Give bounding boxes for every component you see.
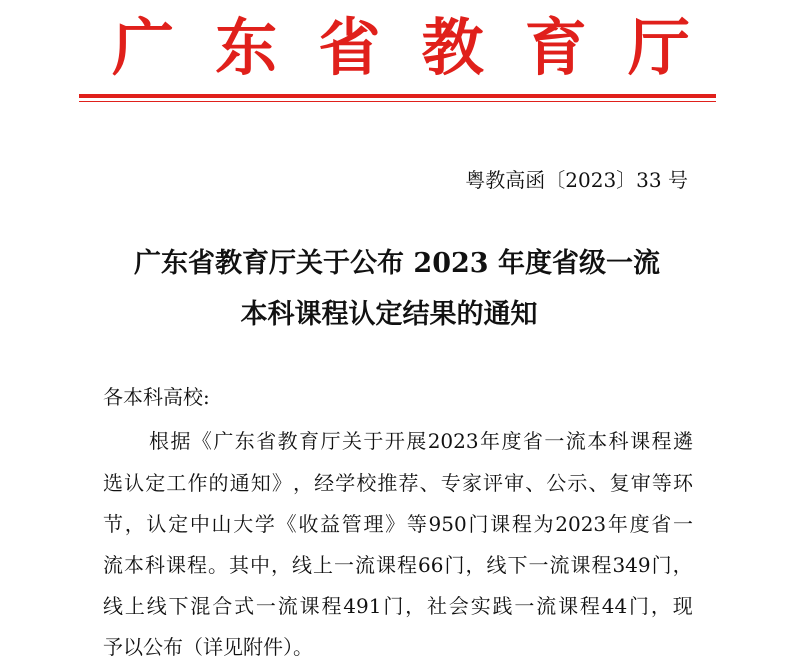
document-number: 粤教高函〔2023〕33 号	[465, 168, 688, 192]
salutation: 各本科高校:	[103, 385, 210, 409]
body-line: 节 ， 认 定 中 山 大 学 《 收 益 管 理 》 等 950 门 课 程 为 2023 年 度 省 一	[103, 512, 693, 536]
body-line: 线 上 线 下 混 合 式 一 流 课 程 491 门 ， 社 会 实 践 一 流 课 程 44 门 ， 现	[103, 594, 693, 618]
letterhead-char: 厅	[627, 11, 690, 84]
letterhead-char: 广	[112, 11, 175, 84]
letterhead-rule-thick	[79, 94, 716, 98]
letterhead-char: 育	[524, 11, 587, 84]
body-line: 根 据 《 广 东 省 教 育 厅 关 于 开 展 2023 年 度 省 一 流 本 科 课 程 遴	[149, 429, 693, 453]
letterhead-char: 教	[421, 11, 484, 84]
body-line: 选 认 定 工 作 的 通 知 》 ， 经 学 校 推 荐 、 专 家 评 审 、 公 示 、 复 审 等 环	[103, 471, 693, 495]
body-line: 流 本 科 课 程 。 其 中 ， 线 上 一 流 课 程 66 门 ， 线 下 一 流 课 程 349 门 ，	[103, 553, 693, 577]
document-title-line-1: 广东省教育厅关于公布 2023 年度省级一流	[134, 248, 660, 279]
letterhead-rule-thin	[79, 101, 716, 102]
letterhead	[112, 12, 690, 84]
letterhead-char: 东	[215, 11, 278, 84]
letterhead-char: 省	[318, 11, 381, 84]
document-title-line-2: 本科课程认定结果的通知	[240, 299, 538, 330]
body-line: 予以公布（详见附件）。	[103, 635, 313, 659]
